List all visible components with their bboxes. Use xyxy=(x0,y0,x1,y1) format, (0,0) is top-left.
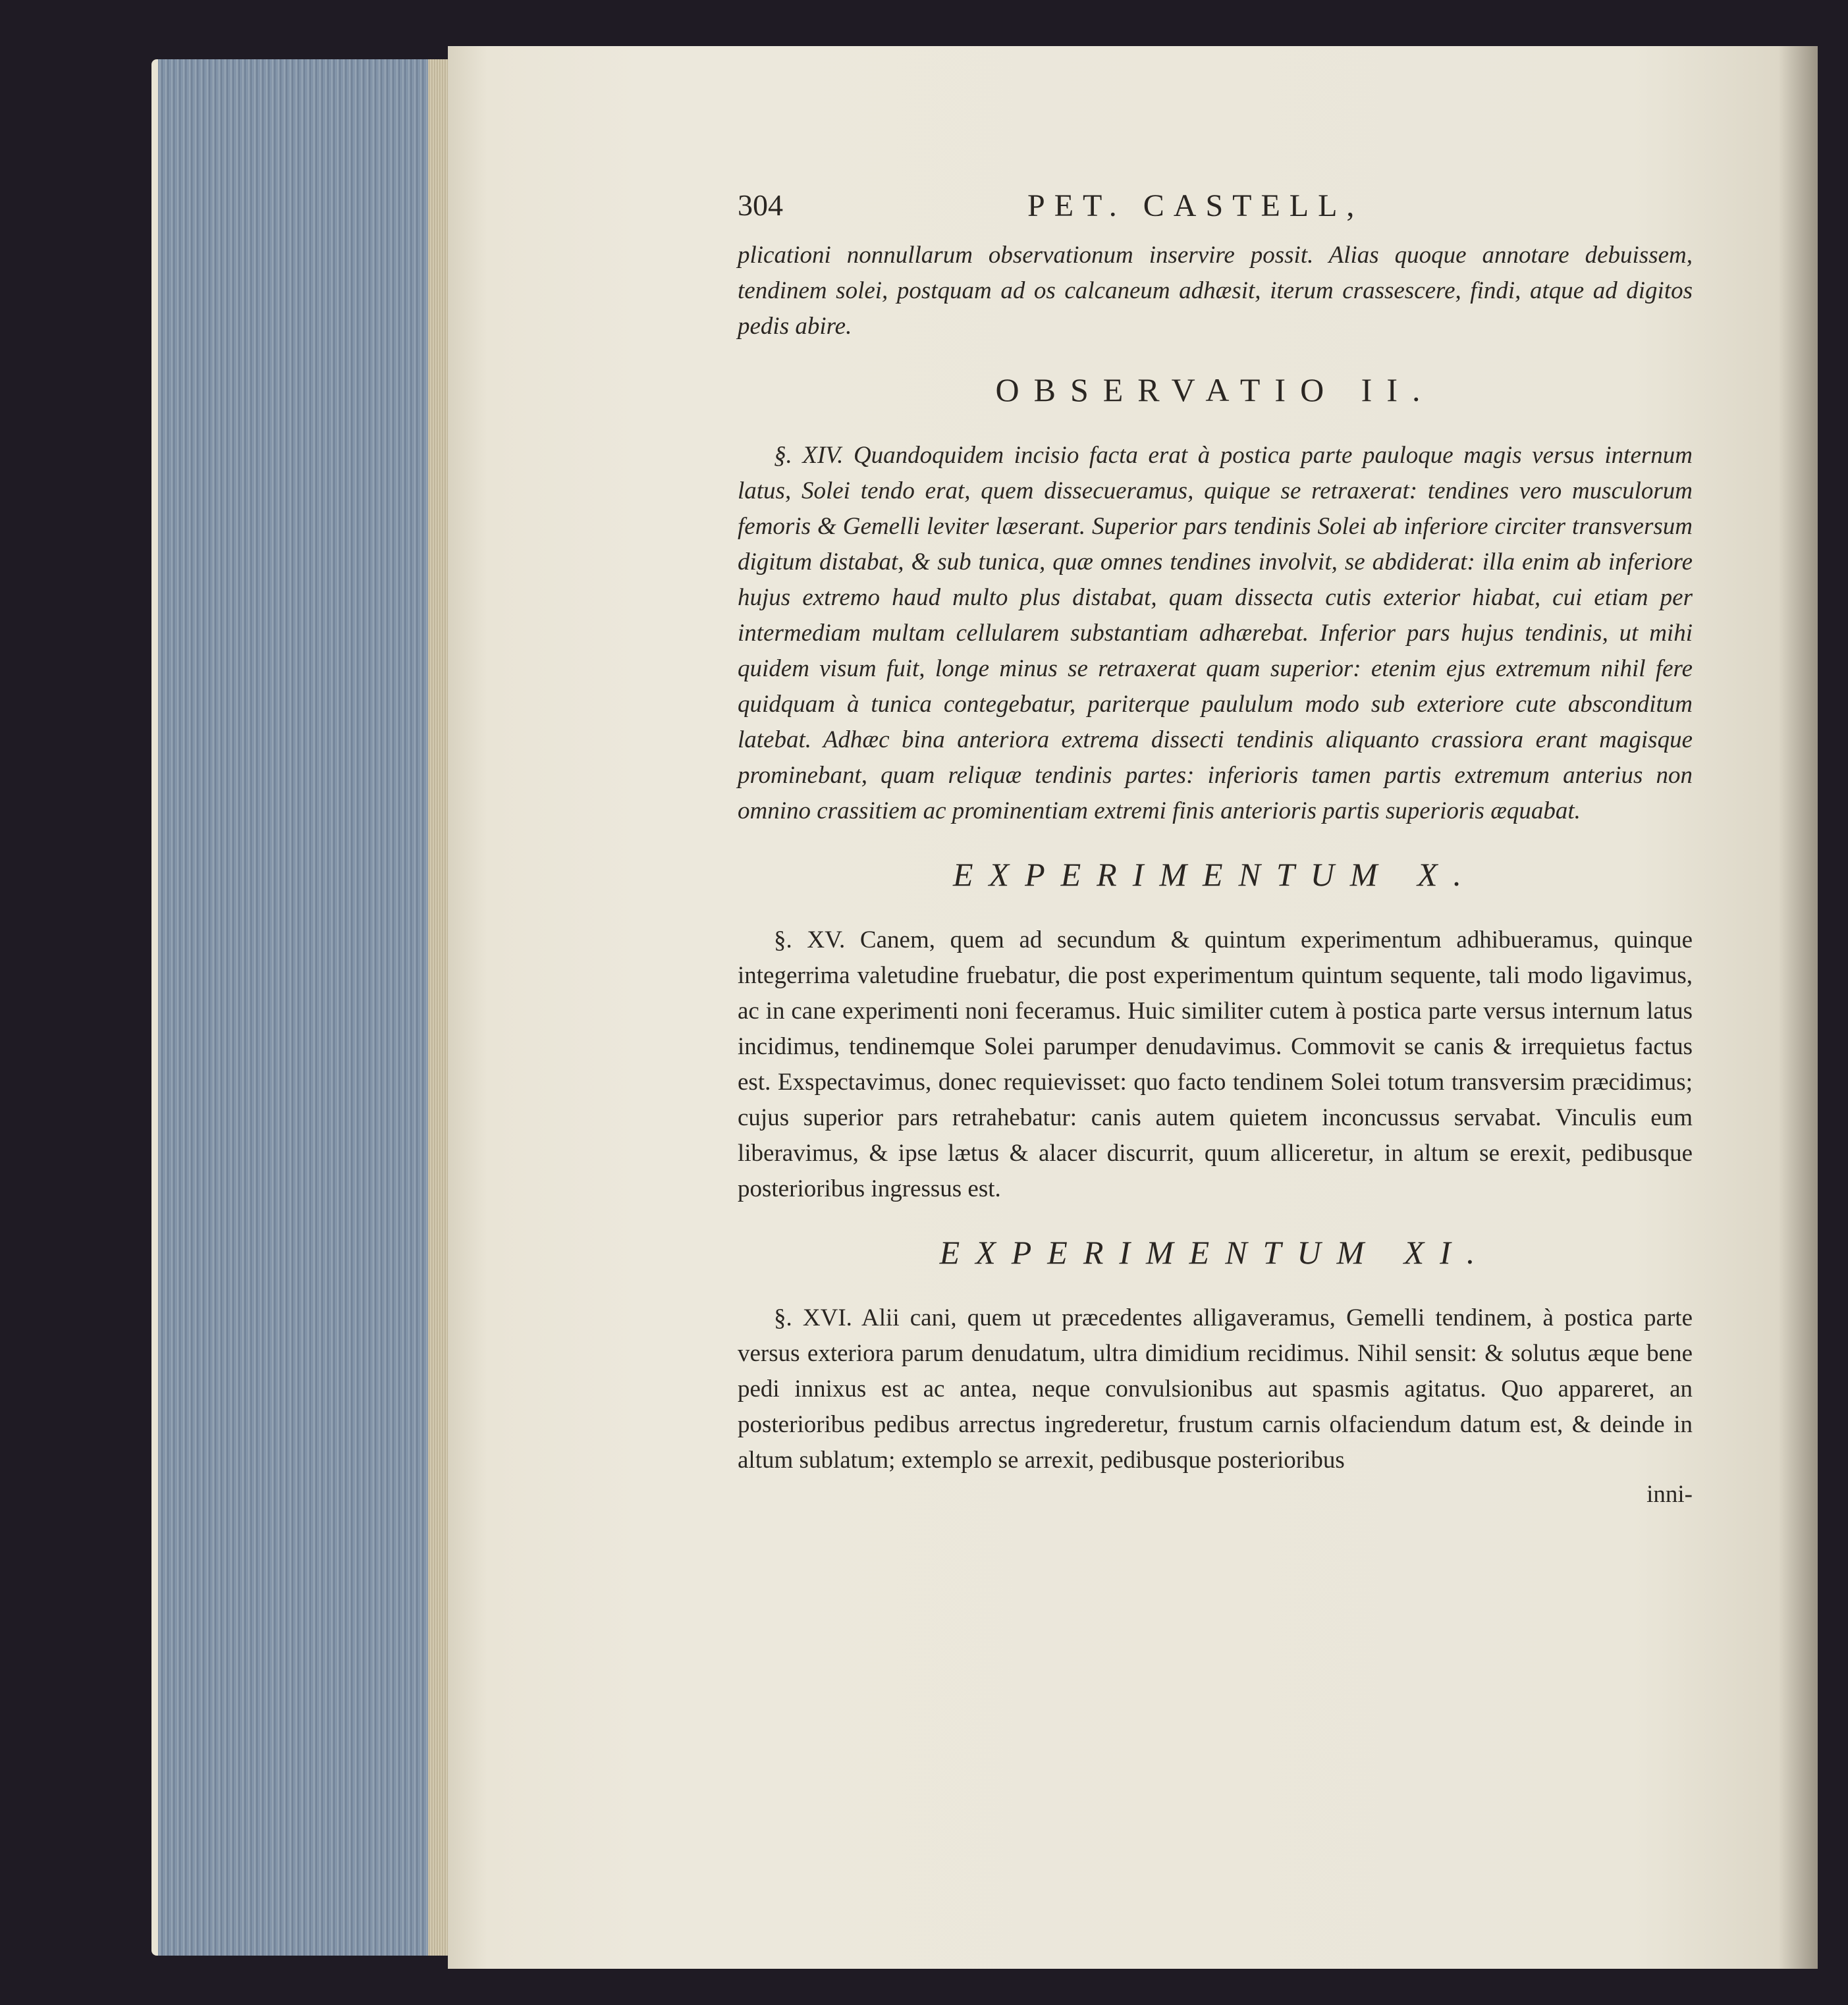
catchword: inni- xyxy=(1646,1481,1693,1508)
observatio-paragraph: §. XIV. Quandoquidem incisio facta erat à postica parte pauloque magis versus internum latus, Solei tendo erat, quem dissecueramus, quique se retraxerat: tendines vero musculorum femoris & Gemelli leviter læserant. Superior pars tendinis Solei ab inferiore circiter transversum digitum distabat, & sub tunica, quæ omnes tendines involvit, se abdiderat: illa enim ab inferiore hujus extremo haud multo plus distabat, quam dissecta cutis exterior hiabat, cui etiam per intermediam multam cellularem substantiam adhærebat. Inferior pars hujus tendinis, ut mihi quidem visum fuit, longe minus se retraxerat quam superior: etenim ejus extremum nihil fere quidquam à tunica contegebatur, pariterque paululum modo sub exteriore cute absconditum latebat. Adhæc bina anteriora extrema dissecti tendinis aliquanto crassiora erant magisque prominebant, quam reliquæ tendinis partes: inferioris tamen partis extremum anterius non omnino crassitiem ac prominentiam extremi finis anterioris partis superioris æquabat. xyxy=(738,442,1693,824)
experimentum-x-paragraph: §. XV. Canem, quem ad secundum & quintum experimentum adhibueramus, quinque integerrima valetudine fruebatur, die post experimentum quintum sequente, tali modo ligavimus, ac in cane experimenti noni feceramus. Huic similiter cutem à postica parte versus internum latus incidimus, tendinemque Solei parumper denudavimus. Commovit se canis & irrequietus factus est. Exspectavimus, donec requievisset: quo facto tendinem Solei totum transversim præcidimus; cujus superior pars retrahebatur: canis autem quietem inconcussus servabat. Vinculis eum liberavimus, & ipse lætus & alacer discurrit, quum alliceretur, in altum se erexit, pedibusque posterioribus ingressus est. xyxy=(738,926,1693,1202)
experimentum-xi-heading: EXPERIMENTUM XI. xyxy=(939,1234,1491,1271)
running-head xyxy=(738,188,1693,234)
intro-paragraph: plicationi nonnullarum observationum inservire possit. Alias quoque annotare debuissem, tendinem solei, postquam ad os calcaneum adhæsit, iterum crassescere, findi, atque ad digitos pedis abire. xyxy=(738,242,1693,340)
experimentum-x-heading: EXPERIMENTUM X. xyxy=(952,856,1477,893)
page-edges xyxy=(151,59,454,1956)
running-title: PET. CASTELL, xyxy=(1027,188,1364,223)
observatio-heading: OBSERVATIO II. xyxy=(995,371,1435,408)
spine-shadow xyxy=(1778,46,1818,1969)
page-text xyxy=(738,188,1693,1511)
page-number: 304 xyxy=(738,188,783,222)
experimentum-xi-paragraph: §. XVI. Alii cani, quem ut præcedentes alligaveramus, Gemelli tendinem, à postica parte versus exteriora parum denudatum, ultra dimidium recidimus. Nihil sensit: & solutus æque bene pedi innixus est ac antea, neque convulsionibus aut spasmis agitatus. Quo appareret, an posterioribus pedibus arrectus ingrederetur, frustum carnis olfaciendum datum est, & deinde in altum sublatum; extemplo se arrexit, pedibusque posterioribus xyxy=(738,1304,1693,1474)
